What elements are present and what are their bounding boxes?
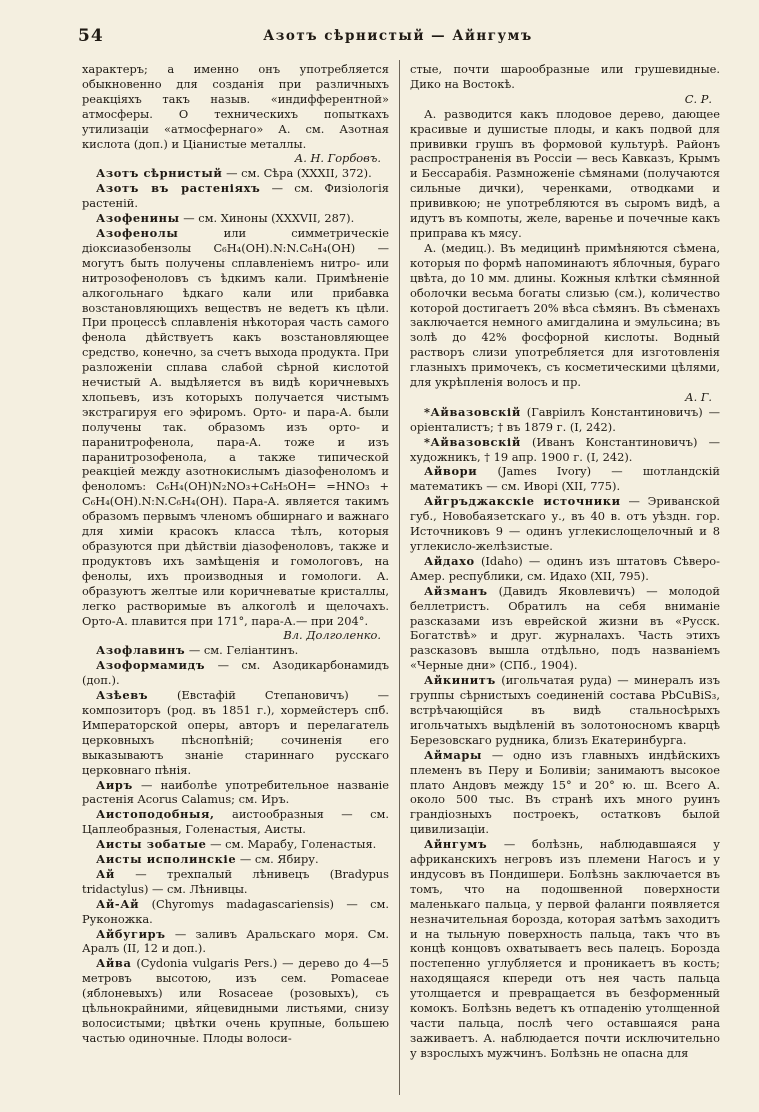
entry-text: А. (медиц.). Въ медицинѣ примѣняются сѣмена, которыя по формѣ напоминаютъ яблочныя, бураго цвѣта, до 10 мм. длины. Кожныя клѣтки сѣмянной оболочки весьма богаты слизью (см.), количество которой достигаетъ 20% вѣса сѣмянъ. Въ сѣменахъ заключается немного амигдалина и эмульсина; въ золѣ до 42% фосфорной кислоты. Водный растворъ слизи употребляется для изготовленія глазныхъ примочекъ, съ косметическими цѣлями, для укрѣпленія волосъ и пр. — [410, 240, 720, 390]
entry-text: — Эриванской губ., Новобаязетскаго у., въ 40 в. отъ уѣздн. гор. Источниковъ 9 — одинъ углекислощелочный и 8 углекисло-желѣзистые. — [410, 494, 720, 553]
entry-text: (Cydonia vulgaris Pers.) — дерево до 4—5 метровъ высотою, изъ сем. Pomaceae (яблоневыхъ) или Rosaceae (розовыхъ), съ цѣльнокрайними, яйцевидными листьями, снизу волосистыми; цвѣтки очень крупные, большею частью одиночные. Плоды волоси- — [82, 956, 390, 1045]
dictionary-entry — [82, 688, 389, 777]
dictionary-entry — [82, 226, 389, 643]
left-column — [82, 62, 389, 1046]
dictionary-entry — [410, 748, 720, 837]
entry-text: — наиболѣе употребительное названіе растенія Acorus Calamus; см. Иръ. — [82, 777, 389, 807]
entry-text: — см. Сѣра (XXXII, 372). — [226, 166, 372, 181]
entry-text: стые, почти шарообразные или грушевидные. Дико на Востокѣ. — [410, 62, 720, 91]
entry-headword: Ай-Ай — [96, 896, 140, 911]
entry-headword: Азѣевъ — [96, 688, 149, 703]
dictionary-entry — [410, 464, 720, 494]
entry-text: — одно изъ главныхъ индѣйскихъ племенъ въ Перу и Боливіи; занимаютъ высокое плато Андовъ между 15° и 20° ю. ш. Всего А. около 500 тыс. Въ странѣ ихъ много руинъ грандіозныхъ построекъ, остатковъ былой цивилизаціи. — [410, 747, 721, 837]
dictionary-entry — [82, 867, 389, 897]
entry-headword: Аисты зобатые — [96, 837, 207, 852]
entry-text: — см. Ябиру. — [239, 852, 319, 867]
entry-headword: Азотъ сѣрнистый — [96, 166, 223, 181]
dictionary-entry — [82, 927, 389, 957]
entry-text: или симметрическіе діоксиазобензолы C₆H₄(OH).N:N.C₆H₄(OH) — могутъ быть получены сплавленіемъ нитро- или нитрозофеноловъ съ ѣдкимъ кали. Примѣненіе алкогольнаго ѣдкаго кали или прибавка возстановляющихъ веществъ не ведетъ къ цѣли. При процессѣ сплавленія нѣкоторая часть самого фенола дѣйствуетъ какъ возстановляющее средство, конечно, за счетъ выхода продукта. При разложеніи сплава слабой сѣрной кислотой нечистый А. выдѣляется въ видѣ коричневыхъ хлопьевъ, изъ которыхъ получается чистымъ экстрагируя его эфиромъ. Орто- и пара-А. были получены так. образомъ изъ орто- и паранитрофенола, пара-А. тоже и изъ паранитрозофенола, а также типической реакціей между азотнокислымъ діазофеноломъ и феноломъ: C₆H₄(OH)N₂NO₃+C₆H₅OH= =HNO₃ + C₆H₄(OH).N:N.C₆H₄(OH). Пара-А. является такимъ образомъ первымъ членомъ обширнаго и важнаго для химіи красокъ класса тѣлъ, которыя образуются при дѣйствіи діазофеноловъ, также и продуктовъ ихъ замѣщенія и гомологовъ, на фенолы, ихъ производныя и гомологи. А. образуютъ желтые или коричневатые кристаллы, легко растворимые въ алкоголѣ и щелочахъ. Орто-А. плавится при 171°, пара-А.— при 204°. — [82, 225, 390, 628]
entry-headword: Аистоподобныя, — [96, 807, 215, 822]
entry-text: (Евстафій Степановичъ) — композиторъ (род. въ 1851 г.), хормейстеръ спб. Императорской оперы, авторъ и перелагатель церковныхъ пѣснопѣній; сочиненія его выказываютъ знаніе стариннаго русскаго церковнаго пѣнія. — [82, 688, 389, 777]
dictionary-entry — [410, 494, 720, 554]
entry-text: — см. Азодикарбонамидъ (доп.). — [82, 658, 389, 688]
entry-headword: Азофлавинъ — [96, 643, 186, 658]
dictionary-entry — [82, 658, 389, 688]
dictionary-entry — [410, 241, 720, 405]
dictionary-entry — [82, 181, 389, 211]
entry-text: (Idaho) — одинъ изъ штатовъ Сѣверо-Амер. республики, см. Идахо (XII, 795). — [410, 553, 720, 583]
entry-text: — заливъ Аральскаго моря. См. Аралъ (II, 12 и доп.). — [82, 926, 390, 956]
dictionary-entry — [410, 62, 720, 107]
entry-text: А. разводится какъ плодовое дерево, дающее красивые и душистые плоды, и какъ подвой для прививки грушъ въ формовой культурѣ. Районъ распространенія въ Россіи — весь Кавказъ, Крымъ и Бессарабія. Размноженіе сѣмянами (получаются сильные дички), черенками, отводками и прививкою; не употребляются въ сыромъ видѣ, а идутъ въ компоты, желе, варенье и почечные какъ приправа къ мясу. — [410, 106, 720, 240]
entry-signature: А. Н. Горбовъ. — [294, 151, 381, 166]
dictionary-entry — [410, 554, 720, 584]
entry-text: характеръ; а именно онъ употребляется обыкновенно для созданія при различныхъ реакціяхъ такъ назыв. «индифферентной» атмосферы. О техническихъ попыткахъ утилизаціи «атмосфернаго» А. см. Азотная кислота (доп.) и Ціанистые металлы. — [82, 62, 389, 151]
entry-headword: Аймары — [424, 747, 482, 762]
running-title: Азотъ сѣрнистый — Айнгумъ — [263, 28, 533, 44]
entry-headword: Айгръджакскіе источники — [424, 494, 621, 509]
dictionary-entry — [410, 837, 720, 1061]
entry-text: (James Ivory) — шотландскій математикъ — см. Иворi (XII, 775). — [410, 464, 720, 494]
dictionary-entry — [82, 897, 389, 927]
entry-headword: Ай — [96, 866, 115, 881]
entry-headword: Аисты исполинскіе — [96, 852, 237, 867]
entry-text: — см. Физіологія растеній. — [82, 181, 389, 211]
entry-headword: Аиръ — [96, 777, 133, 792]
entry-headword: Азофенолы — [96, 225, 179, 240]
entry-text: (Гавріилъ Константиновичъ) — оріенталистъ; † въ 1879 г. (I, 242). — [410, 404, 721, 434]
dictionary-entry — [82, 211, 389, 226]
entry-headword: Айкинитъ — [424, 673, 496, 688]
entry-signature: Вл. Долголенко. — [283, 628, 381, 643]
entry-headword: Айва — [96, 956, 132, 971]
entry-text: — см. Хиноны (XXXVII, 287). — [183, 211, 355, 226]
dictionary-entry — [410, 405, 720, 435]
dictionary-entry — [82, 807, 389, 837]
dictionary-entry — [82, 643, 389, 658]
page-number: 54 — [78, 26, 104, 46]
dictionary-entry — [410, 435, 720, 465]
entry-headword: *Айвазовскій — [424, 434, 521, 449]
entry-signature: С. Р. — [684, 91, 712, 106]
entry-text: (Chyromys madagascariensis) — см. Руконожка. — [82, 896, 389, 926]
entry-signature: А. Г. — [684, 389, 712, 404]
entry-text: (игольчатая руда) — минералъ изъ группы сѣрнистыхъ соединеній состава PbCuBiS₃, встрѣчающійся въ видѣ стальносѣрыхъ игольчатыхъ выдѣленій въ золотоносномъ кварцѣ Березовскаго рудника, близъ Екатеринбурга. — [410, 673, 721, 747]
entry-text: — болѣзнь, наблюдавшаяся у африканскихъ негровъ изъ племени Нагосъ и у индусовъ въ Пондишери. Болѣзнь заключается въ томъ, что на подошвенной поверхности маленькаго пальца, у первой фаланги появляется незначительная борозда, которая затѣмъ заходитъ и на тыльную поверхность пальца, такъ что въ концѣ концовъ охватываетъ весь палецъ. Борозда постепенно углубляется и проникаетъ въ кость; находящаяся кпереди отъ нея часть пальца утолщается и превращается въ безформенный комокъ. Болѣзнь ведетъ къ отпаденію утолщенной части пальца, послѣ чего оставшаяся рана заживаетъ. А. наблюдается почти исключительно у взрослыхъ мужчинъ. Болѣзнь не опасна для — [410, 837, 720, 1060]
entry-headword: Айдахо — [424, 553, 475, 568]
entry-headword: Азоформамидъ — [96, 658, 206, 673]
entry-text: (Давидъ Яковлевичъ) — молодой беллетристъ. Обратилъ на себя вниманіе разсказами изъ еврейской жизни въ «Русск. Богатствѣ» и друг. журналахъ. Часть этихъ разсказовъ вышла отдѣльно, подъ названіемъ «Черные дни» (СПб., 1904). — [410, 583, 720, 673]
entry-headword: Айвори — [424, 464, 478, 479]
dictionary-entry — [82, 62, 389, 166]
dictionary-entry — [82, 837, 389, 852]
entry-headword: Айбугиръ — [96, 926, 166, 941]
dictionary-entry — [82, 778, 389, 808]
entry-text: (Иванъ Константиновичъ) — художникъ, † 19 апр. 1900 г. (I, 242). — [410, 434, 721, 464]
right-column — [410, 62, 720, 1061]
entry-text: аистообразныя — см. Цаплеобразныя, Голенастыя, Аисты. — [82, 807, 389, 837]
page-header — [78, 26, 718, 52]
entry-text: — см. Марабу, Голенастыя. — [210, 837, 377, 852]
dictionary-entry — [410, 107, 720, 241]
dictionary-entry — [410, 673, 720, 748]
entry-headword: Айнгумъ — [424, 837, 488, 852]
entry-headword: Азотъ въ растеніяхъ — [96, 181, 261, 196]
column-divider — [399, 60, 400, 1095]
entry-headword: *Айвазовскій — [424, 404, 521, 419]
entry-text: — трехпалый лѣнивецъ (Bradypus tridactylus) — см. Лѣнивцы. — [82, 866, 389, 896]
dictionary-entry — [82, 166, 389, 181]
entry-headword: Айзманъ — [424, 583, 488, 598]
dictionary-entry — [410, 584, 720, 673]
entry-text: — см. Геліантинъ. — [188, 643, 299, 658]
entry-headword: Азофенины — [96, 211, 180, 226]
dictionary-entry — [82, 956, 389, 1045]
dictionary-entry — [82, 852, 389, 867]
